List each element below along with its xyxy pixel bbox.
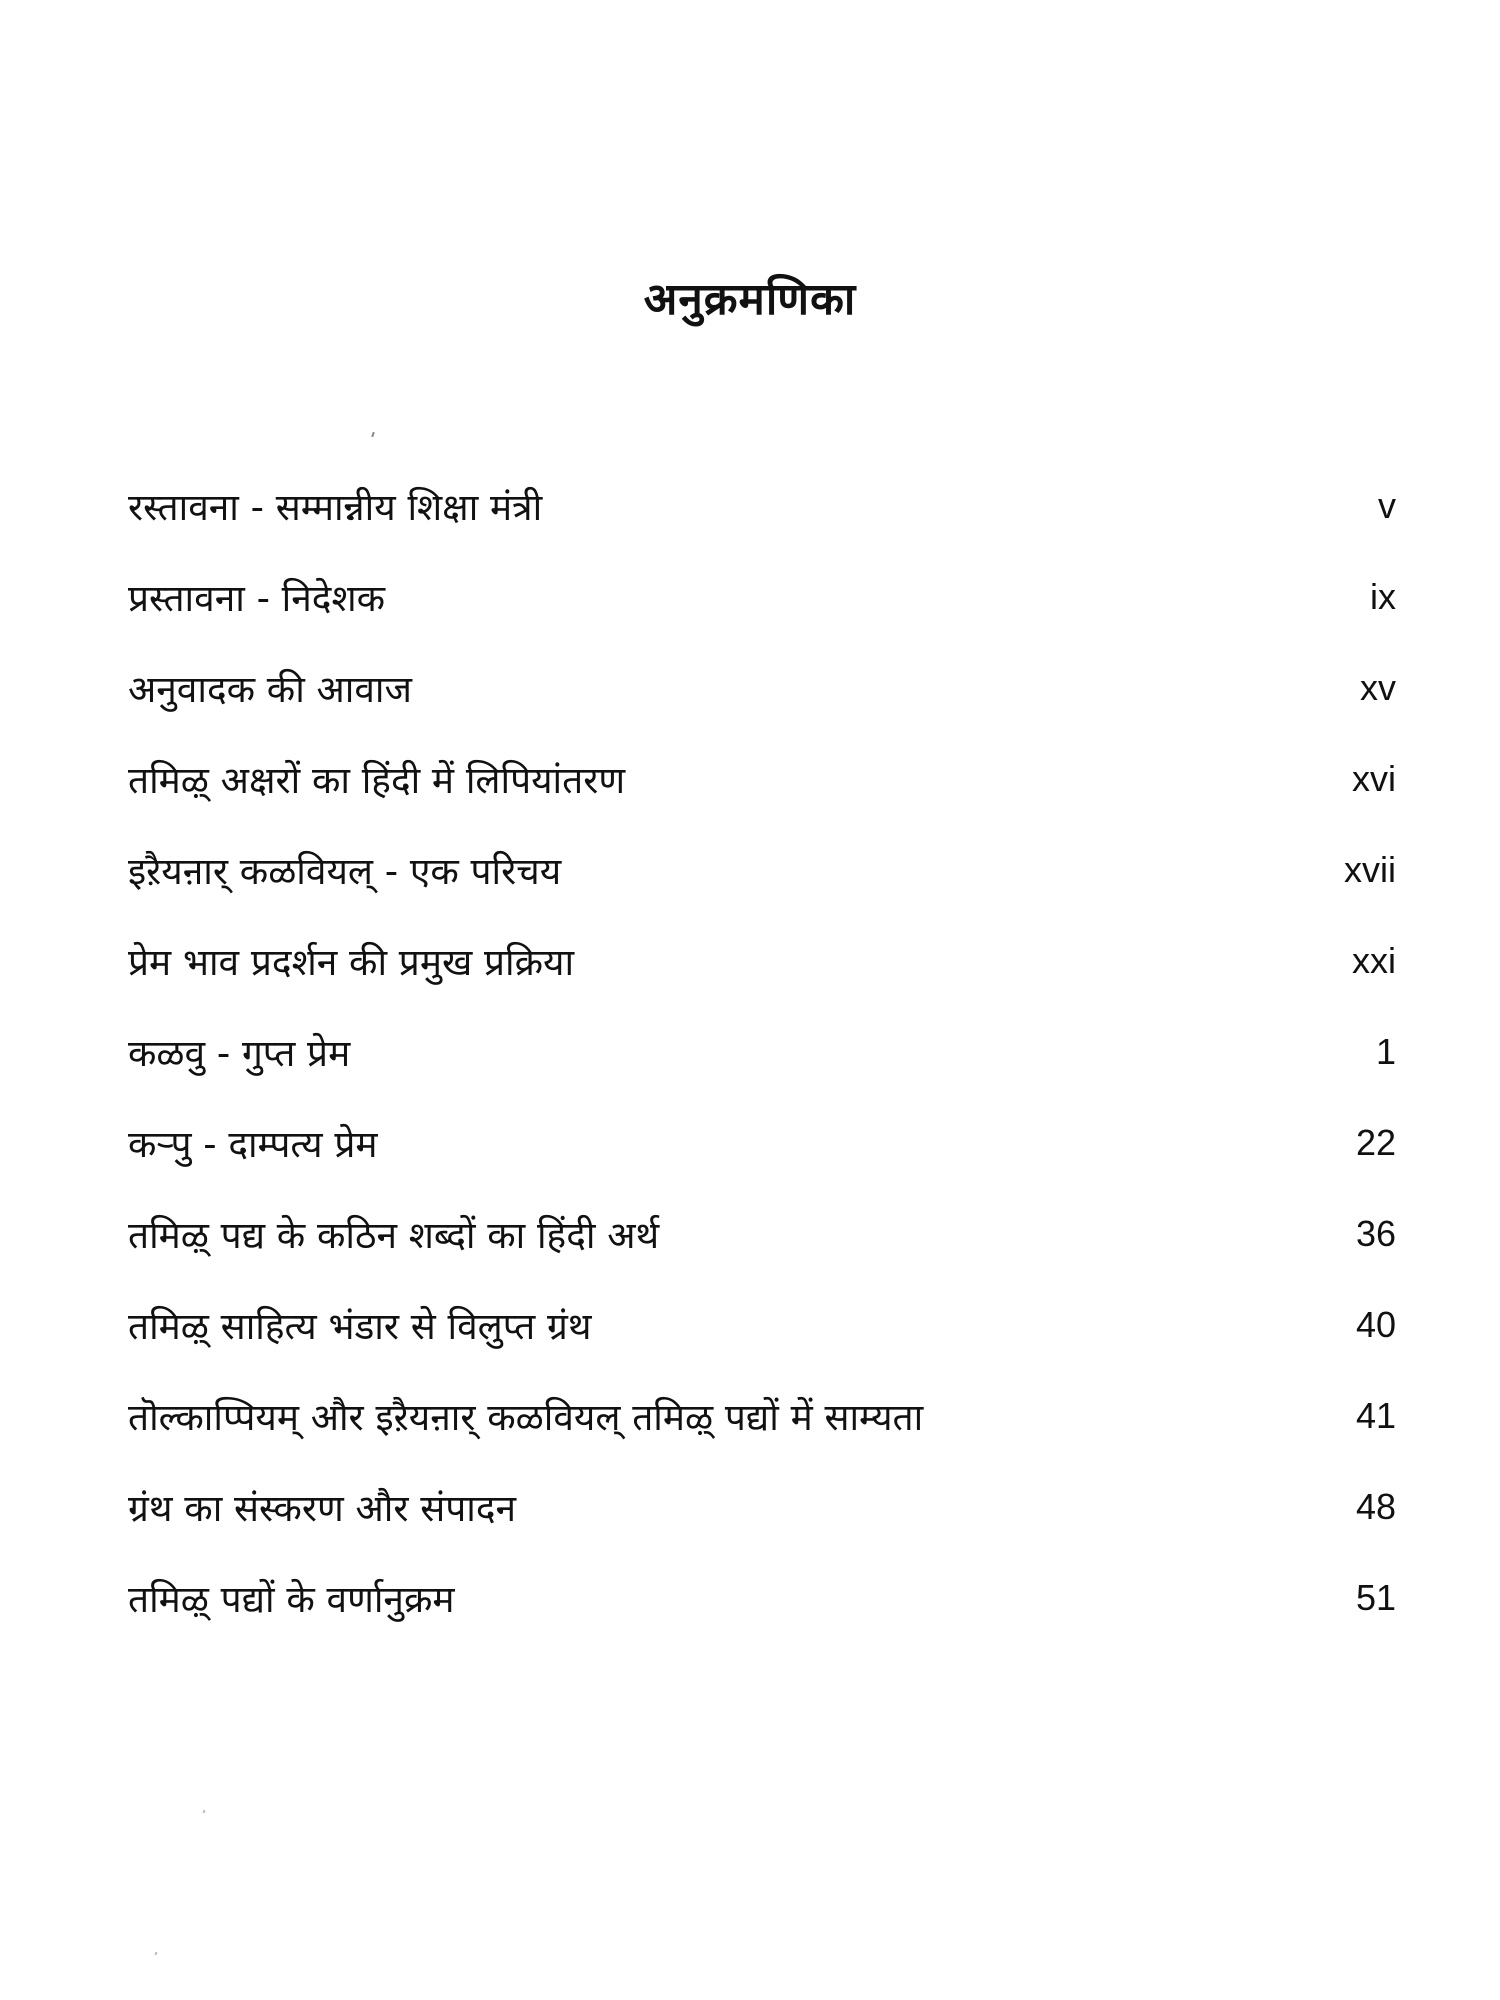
toc-entry-title: ग्रंथ का संस्करण और संपादन: [128, 1487, 517, 1530]
toc-entry-page-number: xv: [1360, 666, 1396, 708]
toc-entry-title: अनुवादक की आवाज: [128, 668, 412, 711]
toc-entry-title: तमिऴ् पद्यों के वर्णानुक्रम: [128, 1578, 455, 1621]
toc-entry-title: तॊल्काप्पियम् और इऱैयऩार् कळवियल् तमिऴ् पद्यों में साम्यता: [128, 1396, 924, 1439]
toc-entry-page-number: xxi: [1352, 939, 1396, 981]
toc-entry: [128, 642, 1396, 733]
toc-entry: [128, 1461, 1396, 1552]
toc-entry-title: इऱैयऩार् कळवियल् - एक परिचय: [128, 850, 562, 893]
toc-entry: [128, 1188, 1396, 1279]
toc-entry-page-number: 48: [1355, 1485, 1396, 1527]
toc-entry: [128, 460, 1396, 551]
toc-entry-title: रस्तावना - सम्मान्नीय शिक्षा मंत्री: [128, 486, 543, 529]
toc-entry-page-number: xvii: [1344, 848, 1396, 890]
toc-entry: [128, 915, 1396, 1006]
scan-speck: [371, 432, 375, 437]
toc-entry-title: तमिऴ् साहित्य भंडार से विलुप्त ग्रंथ: [128, 1305, 592, 1348]
toc-entry-title: प्रस्तावना - निदेशक: [128, 577, 386, 620]
scan-speck: [155, 1952, 158, 1956]
scan-speck: [203, 1810, 206, 1814]
toc-entry-page-number: 22: [1355, 1121, 1396, 1163]
toc-entry-page-number: 36: [1355, 1212, 1396, 1254]
toc-entry: [128, 1006, 1396, 1097]
toc-entry: [128, 1097, 1396, 1188]
toc-entry: [128, 733, 1396, 824]
toc-entry-page-number: 41: [1355, 1394, 1396, 1436]
toc-entry: [128, 824, 1396, 915]
toc-entry-title: कऱ्पु - दाम्पत्य प्रेम: [128, 1123, 378, 1166]
toc-entry-page-number: 1: [1375, 1030, 1396, 1072]
toc-entry-title: तमिऴ् अक्षरों का हिंदी में लिपियांतरण: [128, 759, 626, 802]
toc-entry-page-number: 40: [1355, 1303, 1396, 1345]
toc-entry: [128, 1552, 1396, 1643]
toc-entry: [128, 1279, 1396, 1370]
table-of-contents: [128, 460, 1396, 1643]
toc-entry-page-number: ix: [1370, 575, 1396, 617]
toc-entry: [128, 1370, 1396, 1461]
toc-entry: [128, 551, 1396, 642]
toc-entry-title: कळवु - गुप्त प्रेम: [128, 1032, 351, 1075]
toc-entry-page-number: 51: [1355, 1576, 1396, 1618]
toc-entry-page-number: xvi: [1352, 757, 1396, 799]
toc-entry-title: प्रेम भाव प्रदर्शन की प्रमुख प्रक्रिया: [128, 941, 575, 984]
toc-entry-page-number: v: [1378, 484, 1396, 526]
toc-entry-title: तमिऴ् पद्य के कठिन शब्दों का हिंदी अर्थ: [128, 1214, 660, 1257]
page-title: अनुक्रमणिका: [643, 274, 857, 326]
